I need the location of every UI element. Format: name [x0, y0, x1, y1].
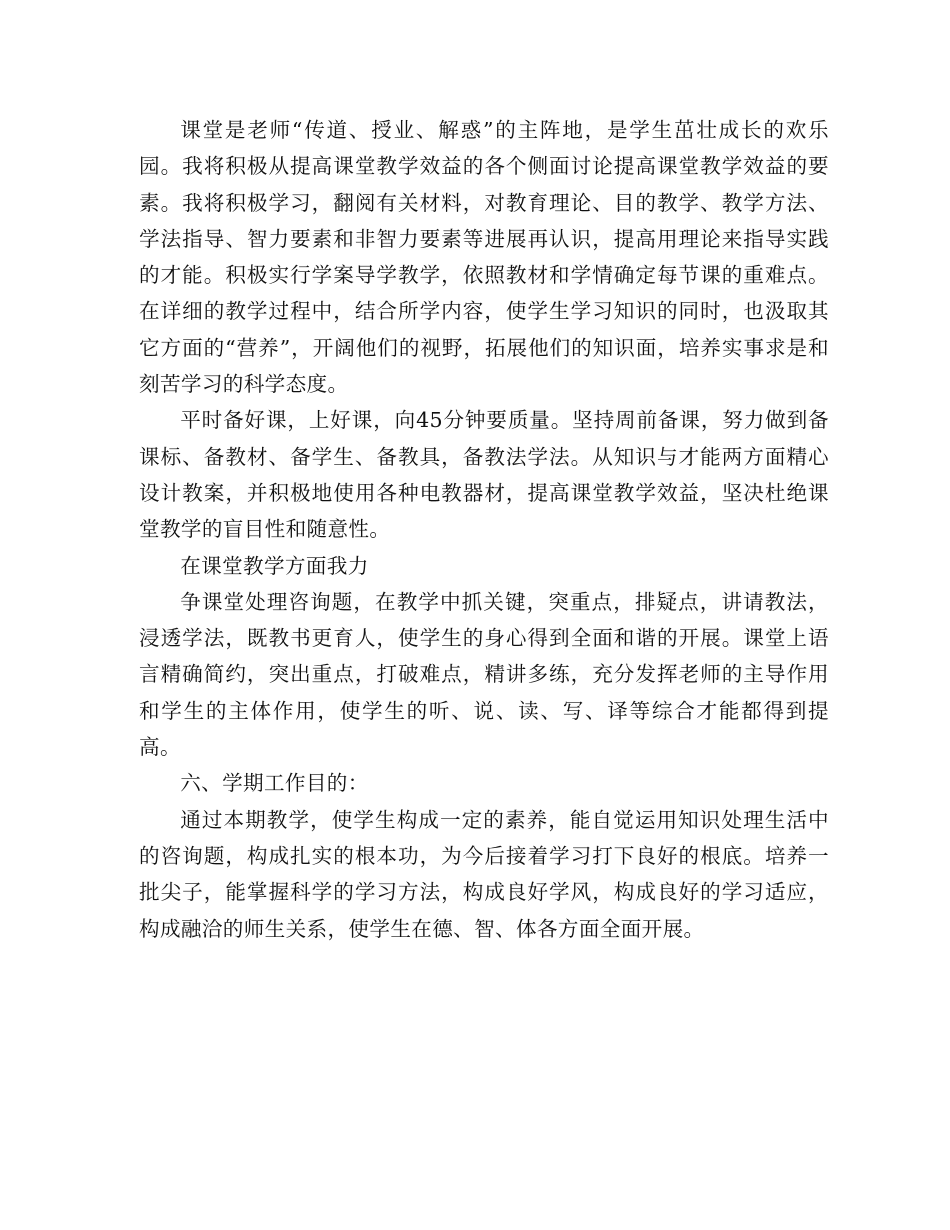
paragraph-semester-goals: 通过本期教学，使学生构成一定的素养，能自觉运用知识处理生活中的咨询题，构成扎实的根本功，为今后接着学习打下良好的根底。培养一批尖子，能掌握科学的学习方法，构成良好学风，构成良好的学习适应，构成融洽的师生关系，使学生在德、智、体各方面全面开展。	[139, 807, 829, 941]
paragraph-teaching-method: 争课堂处理咨询题，在教学中抓关键，突重点，排疑点，讲请教法，浸透学法，既教书更育人，使学生的身心得到全面和谐的开展。课堂上语言精确简约，突出重点，打破难点，精讲多练，充分发挥老师的主导作用和学生的主体作用，使学生的听、说、读、写、译等综合才能都得到提高。	[139, 589, 829, 760]
paragraph-teaching-heading: 在课堂教学方面我力	[180, 553, 369, 578]
document-body	[139, 112, 829, 947]
section-heading-semester-goals: 六、学期工作目的：	[180, 771, 369, 796]
paragraph-classroom: 课堂是老师“传道、授业、解惑”的主阵地，是学生茁壮成长的欢乐园。我将积极从提高课堂教学效益的各个侧面讨论提高课堂教学效益的要素。我将积极学习，翻阅有关材料，对教育理论、目的教学、教学方法、学法指导、智力要素和非智力要素等进展再认识，提高用理论来指导实践的才能。积极实行学案导学教学，依照教材和学情确定每节课的重难点。在详细的教学过程中，结合所学内容，使学生学习知识的同时，也汲取其它方面的“营养”，开阔他们的视野，拓展他们的知识面，培养实事求是和刻苦学习的科学态度。	[139, 118, 829, 397]
paragraph-lesson-prep: 平时备好课，上好课，向45分钟要质量。坚持周前备课，努力做到备课标、备教材、备学生、备教具，备教法学法。从知识与才能两方面精心设计教案，并积极地使用各种电教器材，提高课堂教学效益，坚决杜绝课堂教学的盲目性和随意性。	[139, 408, 829, 542]
